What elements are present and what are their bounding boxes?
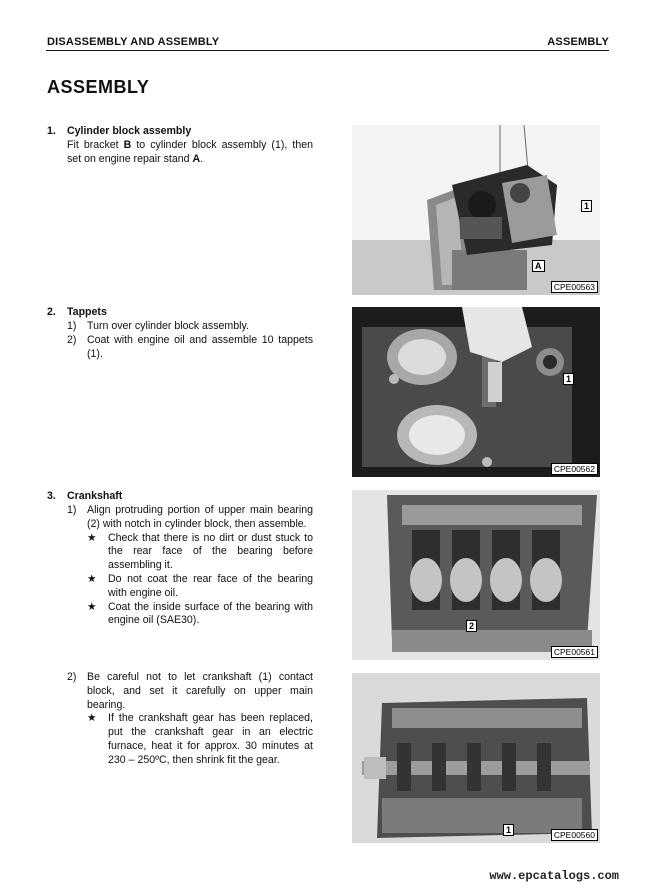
section-title: Crankshaft [67, 490, 123, 502]
figure-crankshaft [352, 673, 600, 843]
section-title: Tappets [67, 306, 107, 318]
section-number: 2. [47, 306, 56, 318]
step [67, 320, 313, 334]
step-number: 2) [67, 333, 77, 346]
running-header-right: ASSEMBLY [547, 36, 609, 48]
step [67, 504, 313, 628]
figure-code: CPE00562 [551, 463, 598, 475]
step [67, 671, 313, 768]
section-body [67, 504, 313, 628]
step-number: 1) [67, 320, 77, 332]
figure-code: CPE00561 [551, 646, 598, 658]
section-number: 1. [47, 125, 56, 137]
step-text: Turn over cylinder block assembly. [87, 320, 249, 332]
body-text: Fit bracket [67, 139, 124, 151]
star-icon: ★ [87, 572, 97, 585]
section-title: Cylinder block assembly [67, 125, 192, 137]
footer-watermark: www.epcatalogs.com [489, 869, 619, 883]
caution-note [87, 601, 313, 629]
section-body [67, 671, 313, 768]
figure-code: CPE00560 [551, 829, 598, 841]
step-text: Align protruding portion of upper main bearing (2) with notch in cylinder block, then assemble. [87, 504, 313, 530]
note-text: If the crankshaft gear has been replaced, put the crankshaft gear in an electric furnace, heat it for approx. 30 minutes at 230 – 250ºC, then shrink fit the gear. [108, 712, 313, 766]
figure-main-bearing [352, 490, 600, 660]
page-title: ASSEMBLY [47, 77, 150, 97]
figure-cylinder-block-on-stand [352, 125, 600, 295]
step-number: 2) [67, 671, 77, 683]
callout-a: A [532, 260, 545, 272]
section-body [67, 320, 313, 361]
callout-1: 1 [503, 824, 514, 836]
caution-note [87, 573, 313, 601]
step-number: 1) [67, 504, 77, 516]
note-text: Do not coat the rear face of the bearing with engine oil. [108, 572, 313, 599]
star-icon: ★ [87, 600, 97, 613]
step-text: Be careful not to let crankshaft (1) contact block, and set it carefully on upper main bearing. [87, 671, 313, 711]
section-body [67, 139, 313, 167]
figure-code: CPE00563 [551, 281, 598, 293]
caution-note [87, 532, 313, 573]
callout-2: 2 [466, 620, 477, 632]
star-icon: ★ [87, 531, 97, 544]
note-text: Check that there is no dirt or dust stuck to the rear face of the bearing before assembling it. [108, 531, 313, 572]
main-bearing-photo [352, 490, 600, 660]
header-rule [46, 50, 609, 51]
body-text: . [200, 152, 204, 165]
engine-stand-photo [352, 125, 600, 295]
part-ref-b: B [123, 139, 132, 151]
star-icon: ★ [87, 712, 97, 725]
figure-tappets [352, 307, 600, 477]
crankshaft-photo [352, 673, 600, 843]
caution-note [87, 712, 313, 767]
step [67, 334, 313, 362]
callout-1: 1 [563, 373, 574, 385]
section-number: 3. [47, 490, 56, 502]
running-header-left: DISASSEMBLY AND ASSEMBLY [47, 36, 220, 48]
note-text: Coat the inside surface of the bearing with engine oil (SAE30). [108, 600, 313, 627]
body-text: to cylinder block assembly (1), then set on engine repair stand [67, 139, 313, 165]
step-text: Coat with engine oil and assemble 10 tappets (1). [87, 333, 313, 360]
callout-1: 1 [581, 200, 592, 212]
part-ref-a: A [192, 152, 201, 165]
tappet-install-photo [352, 307, 600, 477]
